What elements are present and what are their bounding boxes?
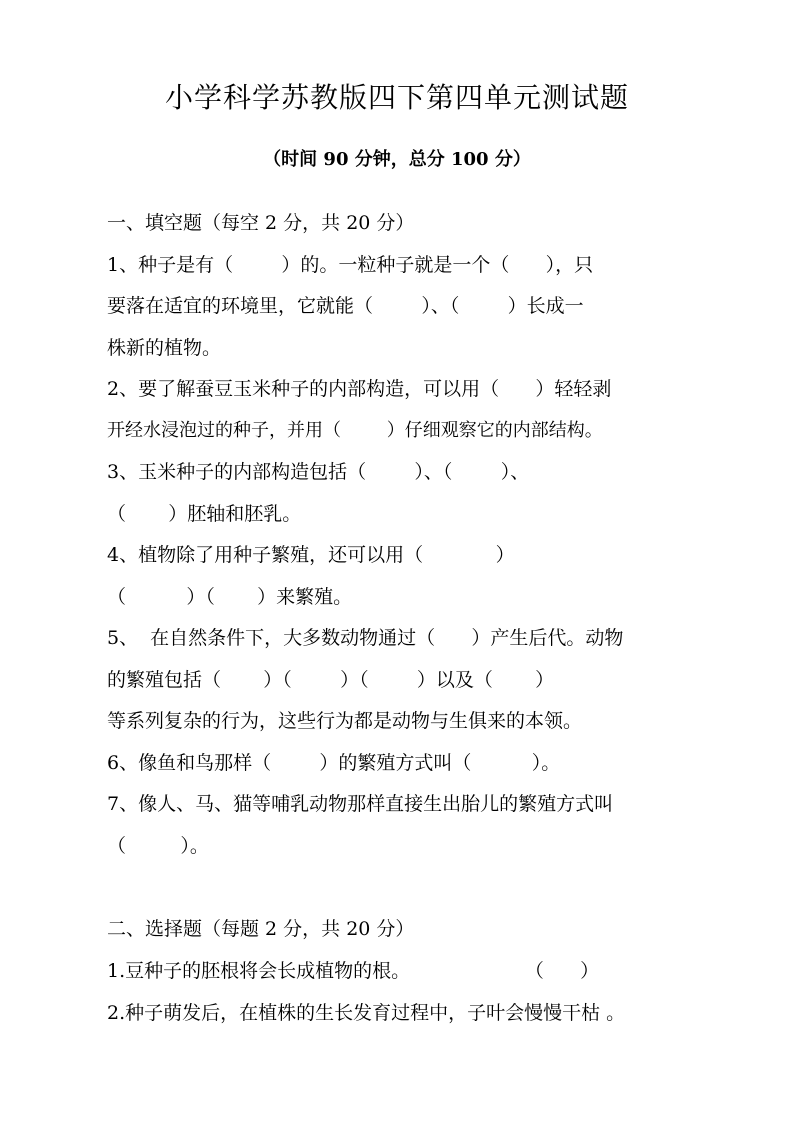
section1-line: （ ）。 xyxy=(107,835,209,857)
section2-line: 2.种子萌发后，在植株的生长发育过程中，子叶会慢慢干枯 。 xyxy=(107,1002,626,1024)
section1-line: 3、玉米种子的内部构造包括（ ）、（ ）、 xyxy=(107,461,530,483)
section1-line: 5、 在自然条件下，大多数动物通过（ ）产生后代。动物 xyxy=(107,627,624,649)
section1-line: 6、像鱼和鸟那样（ ）的繁殖方式叫（ ）。 xyxy=(107,752,561,774)
section1-line: 株新的植物。 xyxy=(107,337,222,359)
section1-heading: 一、填空题（每空 2 分，共 20 分） xyxy=(107,212,415,234)
section1-line: 2、要了解蚕豆玉米种子的内部构造，可以用（ ）轻轻剥 xyxy=(107,378,612,400)
page-subtitle: （时间 90 分钟，总分 100 分） xyxy=(263,149,531,170)
section2-line: 1.豆种子的胚根将会长成植物的根。 （ ） xyxy=(107,960,600,982)
section1-line: 4、植物除了用种子繁殖，还可以用（ ） xyxy=(107,544,515,566)
section1-line: （ ）胚轴和胚乳。 xyxy=(107,503,302,525)
section1-line: 开经水浸泡过的种子，并用（ ）仔细观察它的内部结构。 xyxy=(107,420,603,441)
section1-line: 7、像人、马、猫等哺乳动物那样直接生出胎儿的繁殖方式叫 xyxy=(107,793,614,815)
section1-line: 等系列复杂的行为，这些行为都是动物与生俱来的本领。 xyxy=(107,710,583,732)
section1-line: 要落在适宜的环境里，它就能（ ）、（ ）长成一 xyxy=(107,295,584,317)
section1-line: 的繁殖包括（ ）（ ）（ ）以及（ ） xyxy=(107,669,555,691)
section1-line: 1、种子是有（ ）的。一粒种子就是一个（ ），只 xyxy=(107,254,594,276)
section2-heading: 二、选择题（每题 2 分，共 20 分） xyxy=(107,918,415,940)
section1-line: （ ）（ ）来繁殖。 xyxy=(107,586,353,608)
page-title: 小学科学苏教版四下第四单元测试题 xyxy=(164,81,629,114)
